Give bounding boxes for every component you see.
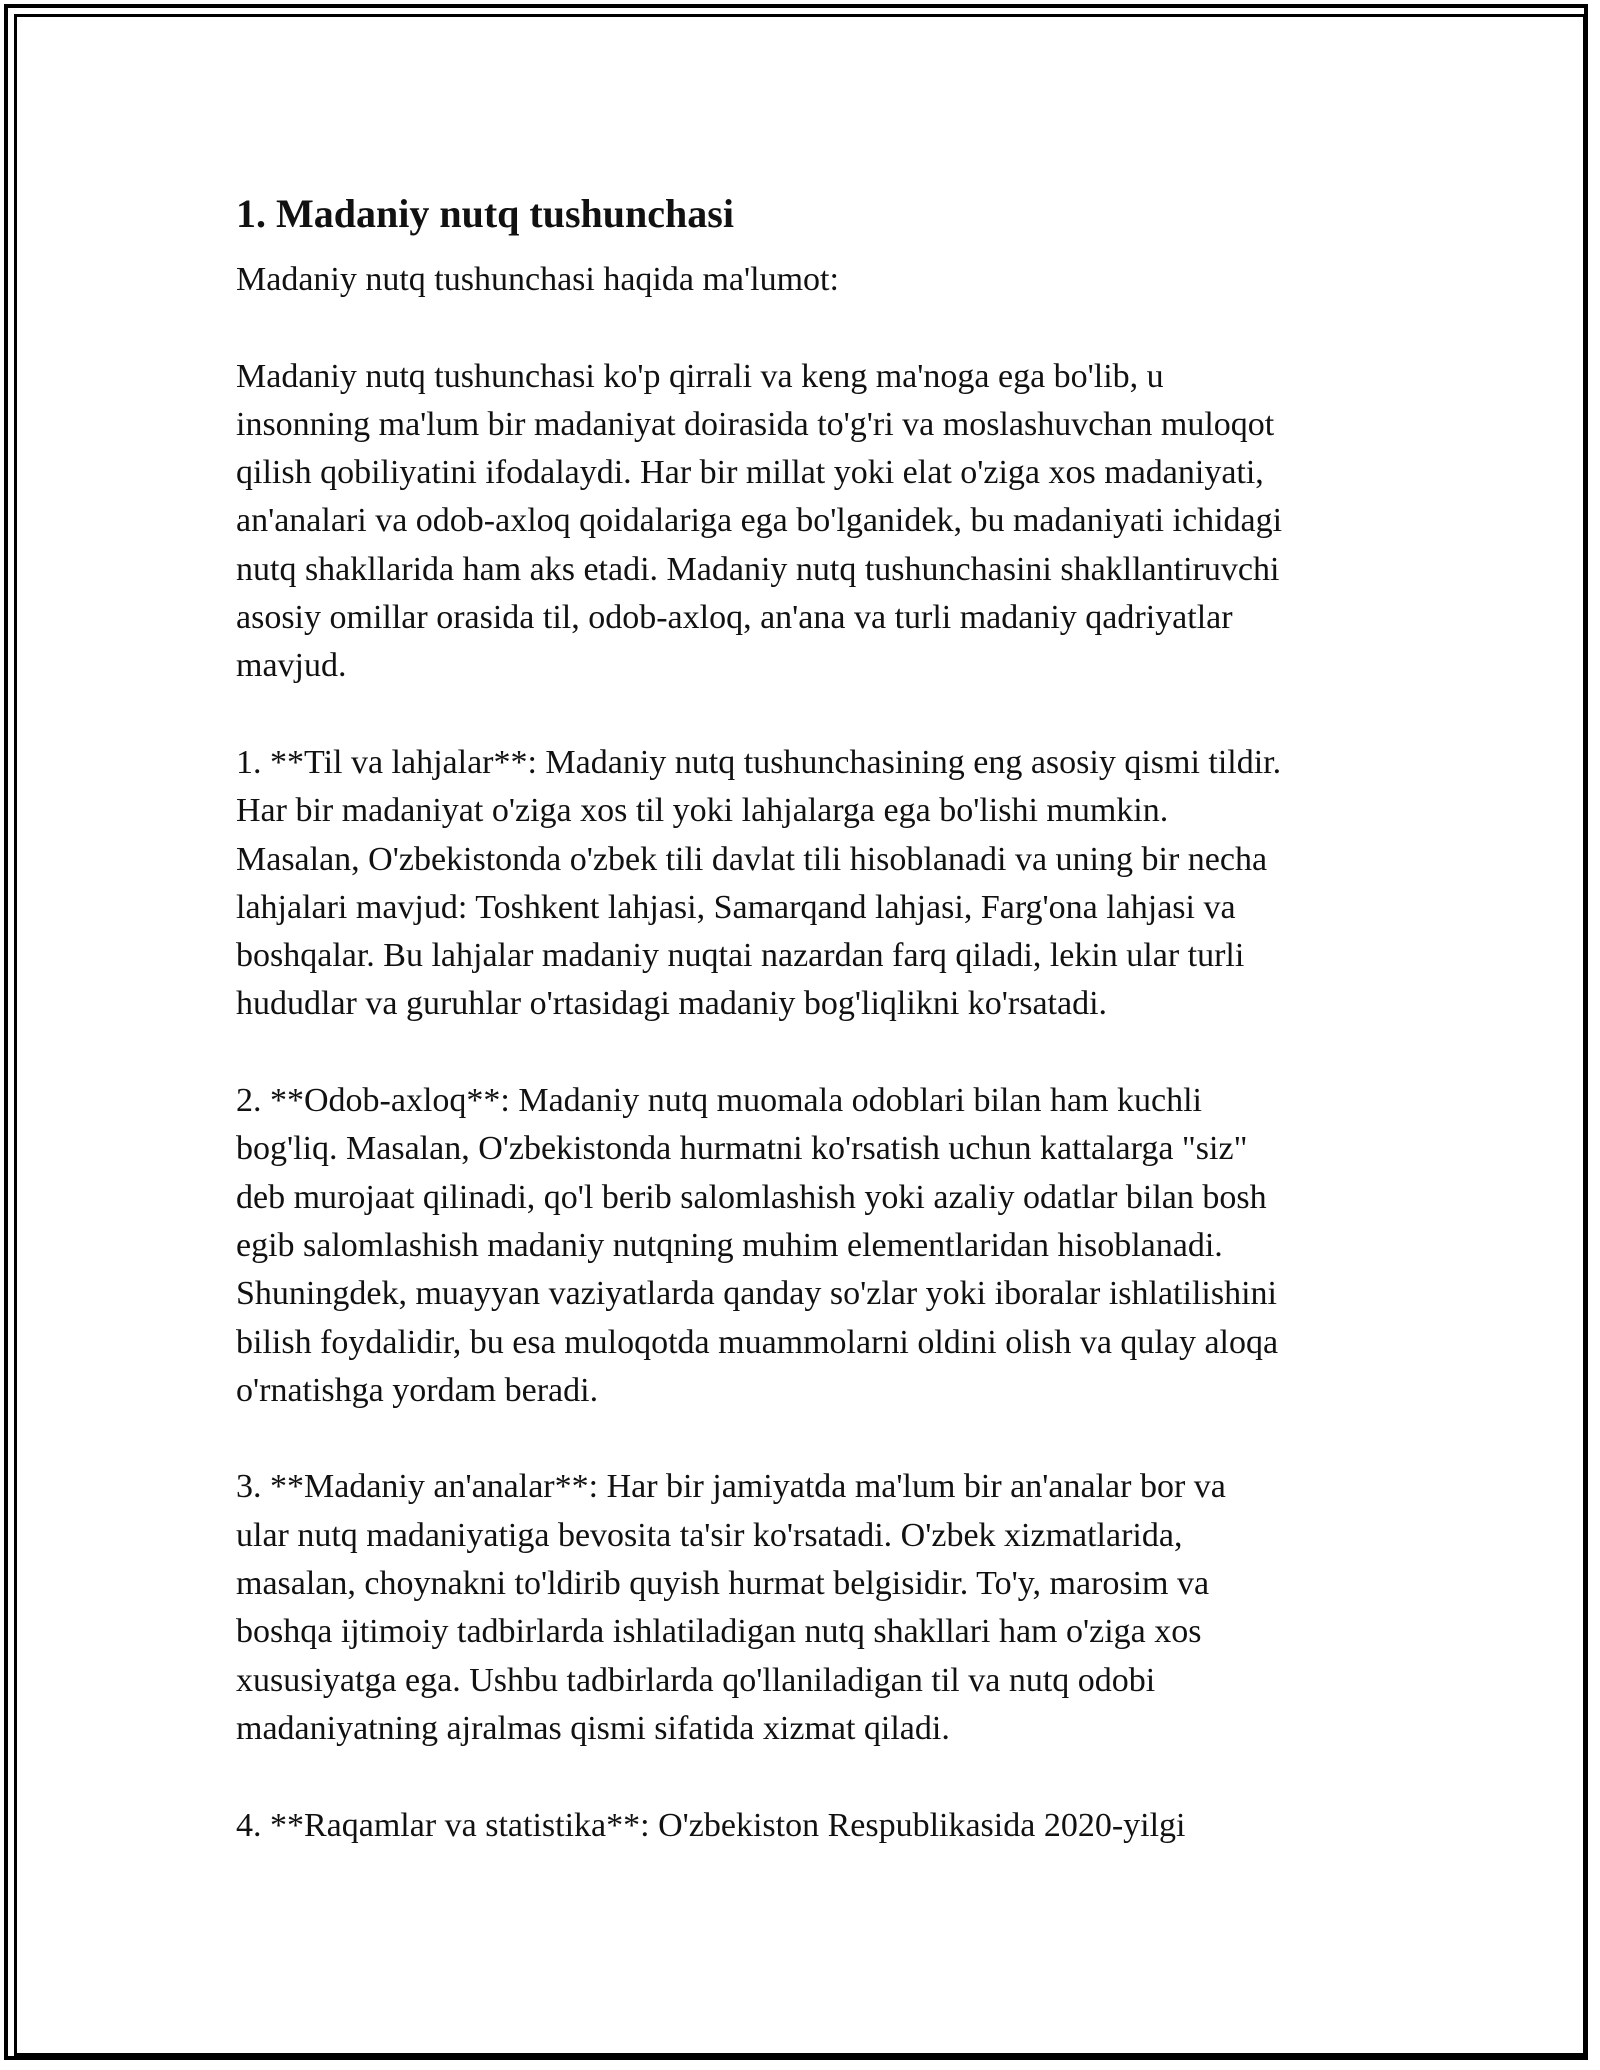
- text-line: madaniyatning ajralmas qismi sifatida xizmat qiladi.: [236, 1709, 950, 1747]
- text-line: egib salomlashish madaniy nutqning muhim elementlaridan hisoblanadi.: [236, 1226, 1223, 1264]
- text-line: 3. **Madaniy an'analar**: Har bir jamiyatda ma'lum bir an'analar bor va: [236, 1468, 1226, 1506]
- page-title: 1. Madaniy nutq tushunchasi: [236, 191, 734, 236]
- text-line: nutq shakllarida ham aks etadi. Madaniy nutq tushunchasini shakllantiruvchi: [236, 550, 1280, 588]
- intro-line: Madaniy nutq tushunchasi haqida ma'lumot:: [236, 261, 839, 298]
- paragraph-gap: [236, 1029, 1396, 1077]
- text-line: 2. **Odob-axloq**: Madaniy nutq muomala odoblari bilan ham kuchli: [236, 1082, 1202, 1120]
- paragraph-gap: [236, 1753, 1396, 1801]
- paragraph-item-4: [236, 1802, 1396, 1850]
- text-line: lahjalari mavjud: Toshkent lahjasi, Samarqand lahjasi, Farg'ona lahjasi va: [236, 888, 1236, 926]
- text-line: boshqa ijtimoiy tadbirlarda ishlatiladigan nutq shakllari ham o'ziga xos: [236, 1613, 1202, 1651]
- text-line: xususiyatga ega. Ushbu tadbirlarda qo'llaniladigan til va nutq odobi: [236, 1661, 1156, 1699]
- text-line: boshqalar. Bu lahjalar madaniy nuqtai nazardan farq qiladi, lekin ular turli: [236, 937, 1245, 975]
- text-line: bog'liq. Masalan, O'zbekistonda hurmatni ko'rsatish uchun kattalarga "siz": [236, 1130, 1248, 1168]
- text-line: 1. **Til va lahjalar**: Madaniy nutq tushunchasining eng asosiy qismi tildir.: [236, 743, 1282, 781]
- paragraph-item-1: [236, 739, 1396, 1029]
- text-line: masalan, choynakni to'ldirib quyish hurmat belgisidir. To'y, marosim va: [236, 1565, 1210, 1603]
- document-body: [236, 186, 1396, 1850]
- text-line: Madaniy nutq tushunchasi ko'p qirrali va keng ma'noga ega bo'lib, u: [236, 357, 1164, 395]
- text-line: Shuningdek, muayyan vaziyatlarda qanday so'zlar yoki iboralar ishlatilishini: [236, 1275, 1277, 1313]
- text-line: ular nutq madaniyatiga bevosita ta'sir ko'rsatadi. O'zbek xizmatlarida,: [236, 1516, 1183, 1554]
- paragraph-gap: [236, 304, 1396, 352]
- text-line: mavjud.: [236, 647, 347, 685]
- paragraph-item-3: [236, 1463, 1396, 1753]
- text-line: o'rnatishga yordam beradi.: [236, 1371, 599, 1409]
- text-line: hududlar va guruhlar o'rtasidagi madaniy bog'liqlikni ko'rsatadi.: [236, 985, 1108, 1023]
- paragraph-gap: [236, 1415, 1396, 1463]
- text-line: qilish qobiliyatini ifodalaydi. Har bir millat yoki elat o'ziga xos madaniyati,: [236, 454, 1264, 492]
- text-line: bilish foydalidir, bu esa muloqotda muammolarni oldini olish va qulay aloqa: [236, 1323, 1279, 1361]
- text-line: asosiy omillar orasida til, odob-axloq, an'ana va turli madaniy qadriyatlar: [236, 599, 1233, 637]
- text-line: deb murojaat qilinadi, qo'l berib salomlashish yoki azaliy odatlar bilan bosh: [236, 1178, 1267, 1216]
- paragraph-overview: [236, 353, 1396, 691]
- paragraph-gap: [236, 691, 1396, 739]
- text-line: Har bir madaniyat o'ziga xos til yoki lahjalarga ega bo'lishi mumkin.: [236, 792, 1169, 830]
- text-line: 4. **Raqamlar va statistika**: O'zbekiston Respublikasida 2020-yilgi: [236, 1806, 1186, 1844]
- paragraph-item-2: [236, 1077, 1396, 1415]
- text-line: insonning ma'lum bir madaniyat doirasida to'g'ri va moslashuvchan muloqot: [236, 405, 1275, 443]
- text-line: an'analari va odob-axloq qoidalariga ega bo'lganidek, bu madaniyati ichidagi: [236, 502, 1283, 540]
- text-line: Masalan, O'zbekistonda o'zbek tili davlat tili hisoblanadi va uning bir necha: [236, 840, 1268, 878]
